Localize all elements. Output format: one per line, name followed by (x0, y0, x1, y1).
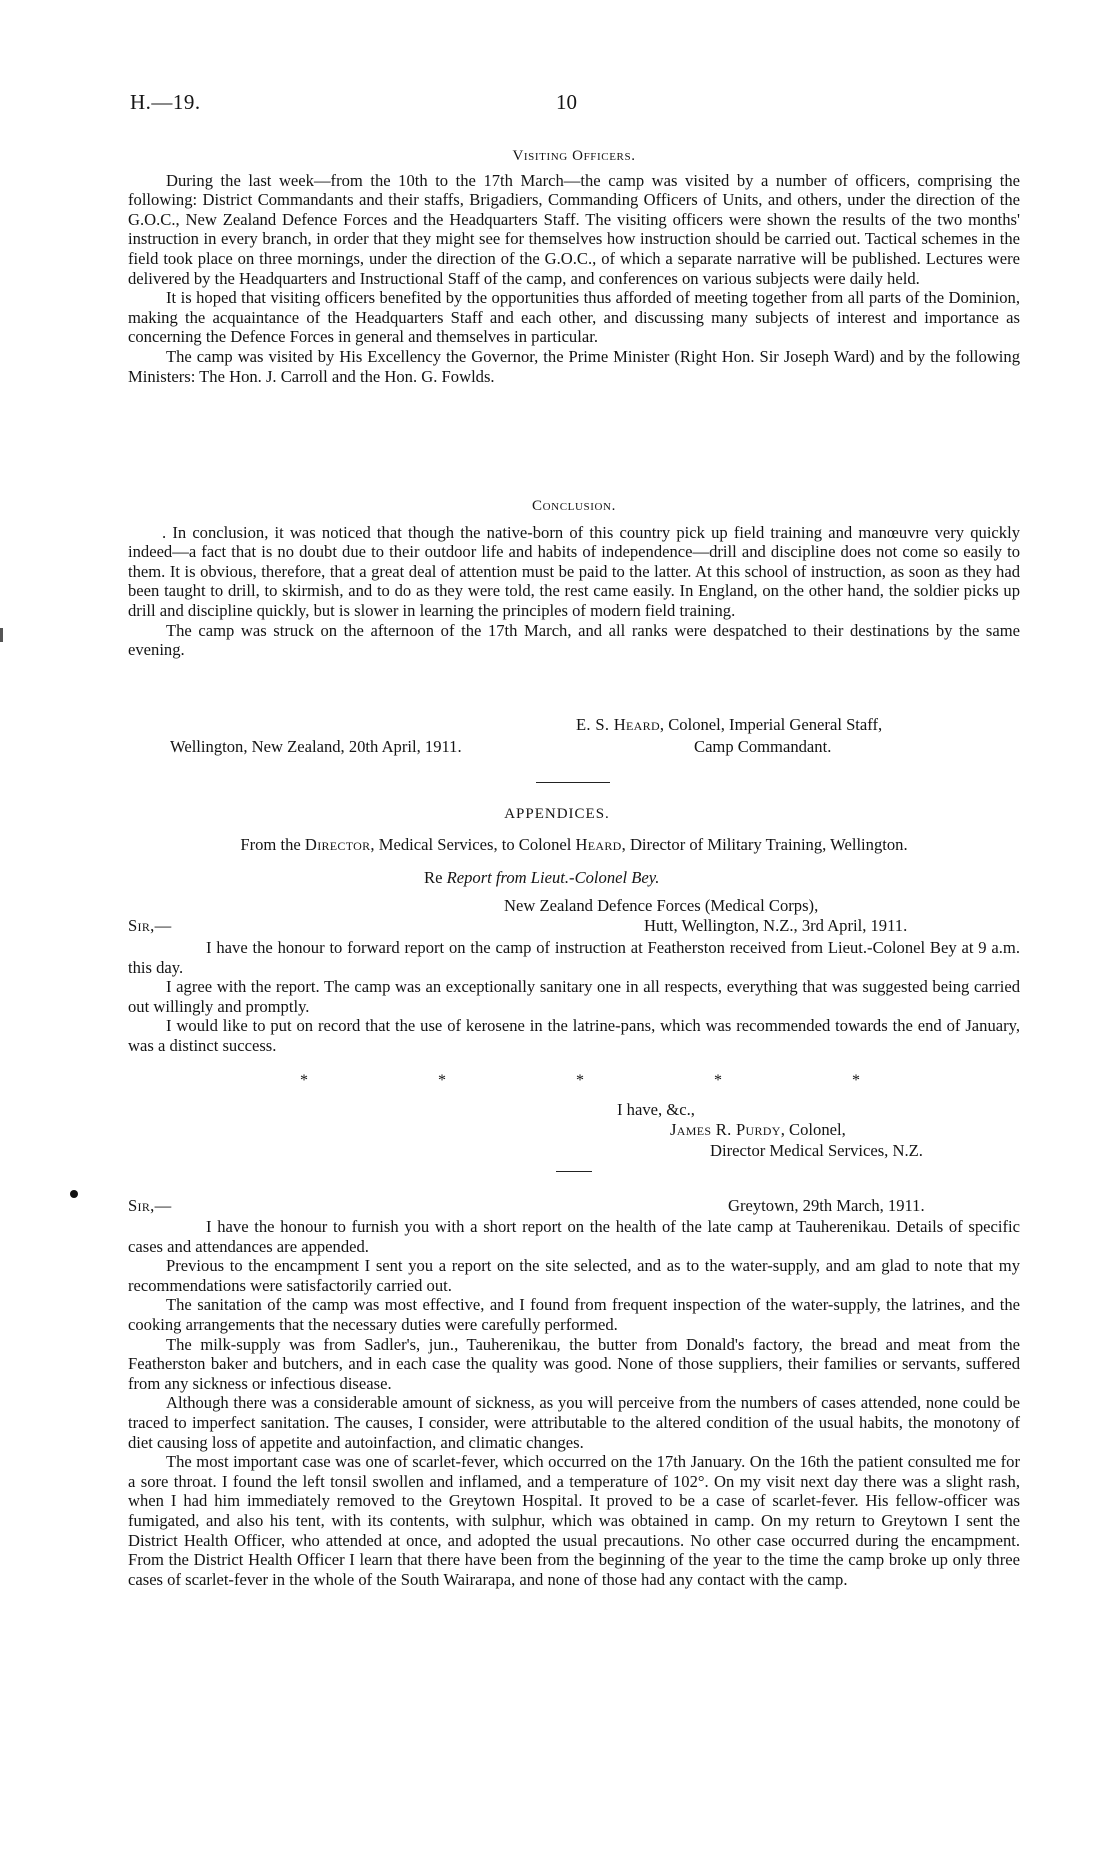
omission-stars (300, 1072, 860, 1090)
paragraph: I agree with the report. The camp was an exceptionally sanitary one in all respects, everything that was suggested being carried out willingly and promptly. (128, 977, 1020, 1016)
signer-name: James R. Purdy (670, 1120, 781, 1139)
paragraph: The sanitation of the camp was most effective, and I found from frequent inspection of the water-supply, the latrines, and the cooking arrangements that the necessary duties were carefully performed. (128, 1295, 1020, 1334)
star: * (714, 1072, 722, 1089)
paragraph: I have the honour to forward report on the camp of instruction at Featherston received from Lieut.-Colonel Bey at 9 a.m. this day. (128, 938, 1020, 977)
paragraph: The camp was visited by His Excellency the Governor, the Prime Minister (Right Hon. Sir Joseph Ward) and by the following Ministers: The Hon. J. Carroll and the Hon. G. Fowlds. (128, 346, 1020, 386)
memo-subject (424, 868, 659, 888)
paragraph: I have the honour to furnish you with a short report on the health of the late camp at Tauherenikau. Details of specific cases and attendances are appended. (128, 1217, 1020, 1256)
memo-from-line (128, 835, 1020, 855)
paragraph: Although there was a considerable amount of sickness, as you will perceive from the numbers of cases attended, none could be traced to imperfect sanitation. The causes, I consider, were attributable to the altered condition of the usual habits, the monotony of diet causing loss of appetite and autoinfaction, and climatic changes. (128, 1393, 1020, 1452)
bullet-mark (70, 1190, 78, 1198)
appendices-heading: APPENDICES. (504, 806, 610, 822)
salutation: Sir,— (128, 1196, 172, 1215)
from-text: , Director of Military Training, Wellington. (621, 835, 908, 854)
paragraph: The camp was struck on the afternoon of the 17th March, and all ranks were despatched to their destinations by the same evening. (128, 620, 1020, 660)
from-text: From the (240, 835, 305, 854)
document-reference: H.—19. (130, 90, 201, 114)
subject-title: Report from Lieut.-Colonel Bey. (446, 868, 660, 887)
from-director: Director (304, 835, 371, 854)
signer-line (670, 1120, 846, 1140)
organisation: New Zealand Defence Forces (Medical Corps), (504, 896, 819, 915)
subject-prefix: Re (424, 868, 447, 887)
star: * (852, 1072, 860, 1089)
paragraph: I would like to put on record that the use of kerosene in the latrine-pans, which was recommended towards the end of January, was a distinct success. (128, 1016, 1020, 1055)
star: * (300, 1072, 308, 1089)
from-heard: Heard (575, 835, 622, 854)
from-text: , Medical Services, to Colonel (370, 835, 576, 854)
visiting-officers-section (128, 147, 1020, 386)
section-heading: Visiting Officers. (512, 148, 636, 164)
section-divider (556, 1171, 592, 1172)
section-heading: Conclusion. (532, 498, 616, 514)
closing: I have, &c., (617, 1100, 695, 1119)
place-date: Wellington, New Zealand, 20th April, 1911. (170, 737, 462, 756)
letter-body (128, 1217, 1020, 1589)
memo-body (128, 938, 1020, 1056)
paragraph: . In conclusion, it was noticed that though the native-born of this country pick up field training and manœuvre very quickly indeed—a fact that is no doubt due to their outdoor life and habits of independence—drill and discipline does not come so easily to them. It is obvious, therefore, that a great deal of attention must be paid to the latter. At this school of instruction, as soon as they had been taught to drill, to skirmish, and to do as they were told, the rest came easily. In England, on the other hand, the soldier picks up drill and discipline quickly, but is slower in learning the principles of modern field training. (128, 522, 1020, 620)
star: * (576, 1072, 584, 1089)
margin-mark (0, 628, 3, 642)
signature-line (576, 715, 882, 735)
place-date: Greytown, 29th March, 1911. (728, 1196, 925, 1215)
paragraph: The milk-supply was from Sadler's, jun., Tauherenikau, the butter from Donald's factory, the bread and meat from the Featherston baker and butchers, and in each case the quality was good. None of those suppliers, their families or servants, suffered from any sickness or infectious disease. (128, 1334, 1020, 1393)
salutation: Sir,— (128, 916, 172, 935)
paragraph: It is hoped that visiting officers benefited by the opportunities thus afforded of meeting together from all parts of the Dominion, making the acquaintance of the Headquarters Staff and each other, and discussing many subjects of interest and importance as concerning the Defence Forces in general and themselves in particular. (128, 288, 1020, 347)
address-date: Hutt, Wellington, N.Z., 3rd April, 1911. (644, 916, 908, 935)
page-number: 10 (556, 90, 577, 114)
signer-title: Director Medical Services, N.Z. (710, 1141, 923, 1160)
signer-rank: , Colonel, (780, 1120, 846, 1139)
signatory-title: , Colonel, Imperial General Staff, (659, 715, 883, 734)
signatory-role: Camp Commandant. (694, 737, 832, 756)
paragraph: During the last week—from the 10th to the 17th March—the camp was visited by a number of officers, comprising the following: District Commandants and their staffs, Brigadiers, Commanding Officers of Units, and others, under the direction of the G.O.C., New Zealand Defence Forces and the Headquarters Staff. The visiting officers were shown the results of the two months' instruction in every branch, in order that they might see for themselves how instruction should be carried out. Tactical schemes in the field took place on three mornings, under the direction of the G.O.C., of which a separate narrative will be published. Lectures were delivered by the Headquarters and Instructional Staff of the camp, and conferences on various subjects were daily held. (128, 170, 1020, 288)
section-divider (536, 782, 610, 783)
signatory-name: E. S. Heard (576, 715, 660, 734)
paragraph: The most important case was one of scarlet-fever, which occurred on the 17th January. On the 16th the patient consulted me for a sore throat. I found the left tonsil swollen and inflamed, and a temperature of 102°. On my visit next day there was a slight rash, when I had him immediately removed to the Greytown Hospital. It proved to be a case of scarlet-fever. His fellow-officer was fumigated, and also his tent, with its contents, with sulphur, which was obtained in camp. On my return to Greytown I sent the District Health Officer, who attended at once, and adopted the usual precautions. No other case occurred during the encampment. From the District Health Officer I learn that there have been from the beginning of the year to the time the camp broke up only three cases of scarlet-fever in the whole of the South Wairarapa, and none of those had any contact with the camp. (128, 1452, 1020, 1589)
star: * (438, 1072, 446, 1089)
conclusion-section (128, 497, 1020, 660)
paragraph: Previous to the encampment I sent you a report on the site selected, and as to the water-supply, and am glad to note that my recommendations were satisfactorily carried out. (128, 1256, 1020, 1295)
